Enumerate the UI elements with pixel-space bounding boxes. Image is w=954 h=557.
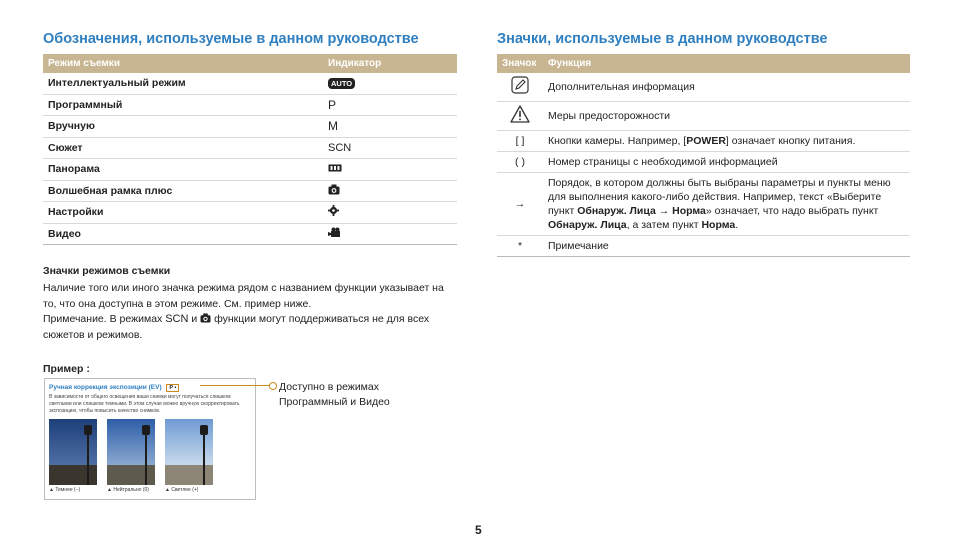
magic-frame-icon [328,184,340,195]
function-text: Порядок, в котором должны быть выбраны параметры и пункты меню для выполнения какого-либо действия. Например, текст «Выберите пункт Обнаруж. Лица → Норма» означает, что надо выбрать пункт Обнаруж. Лица, а затем пункт Норма. [543,173,910,236]
table-row [43,94,457,116]
caption-neutral: ▲ Нейтрально (0) [107,487,149,493]
table-row [497,131,910,152]
mode-name: Панорама [43,159,323,181]
callout-dot [269,382,277,390]
col-header-function: Функция [543,54,910,73]
example-photo-bright [165,419,213,485]
table-row [497,152,910,173]
example-photo-dark [49,419,97,485]
example-photo-neutral [107,419,155,485]
table-row [497,173,910,236]
note-icon [511,76,529,94]
caption-dark: ▲ Темнее (–) [49,487,81,493]
table-row [497,236,910,257]
example-header: Ручная коррекция экспозиции (EV) P ▪ [49,384,179,392]
col-header-icon: Значок [497,54,543,73]
mode-name: Интеллектуальный режим [43,73,323,94]
table-row [43,73,457,94]
example-title: Пример : [43,363,90,375]
parentheses-symbol: ( ) [497,152,543,173]
table-row [43,180,457,202]
right-column [497,30,910,257]
callout-line [200,385,272,386]
page-number: 5 [475,523,482,537]
section-title-icons: Значки, используемые в данном руководстве [497,31,828,47]
mode-name: Программный [43,94,323,116]
function-text: Примечание [543,236,910,257]
function-text: Кнопки камеры. Например, [POWER] означает кнопку питания. [543,131,910,152]
magic-frame-icon [200,313,211,323]
scene-icon: SCN [165,313,189,325]
mode-name: Волшебная рамка плюс [43,180,323,202]
asterisk-symbol: * [497,236,543,257]
function-text: Меры предосторожности [543,102,910,131]
modes-section-text: Наличие того или иного значка режима рядом с названием функции указывает на то, что она доступна в этом режиме. См. пример ниже. [43,282,444,310]
table-row [497,73,910,102]
table-row [43,202,457,224]
arrow-symbol: → [497,173,543,236]
mode-name: Видео [43,223,323,245]
scene-icon: SCN [328,141,352,154]
example-figure [44,378,256,500]
mode-tag: P ▪ [166,384,179,392]
modes-section-title: Значки режимов съемки [43,265,171,277]
table-row [43,116,457,138]
function-text: Дополнительная информация [543,73,910,102]
col-header-indicator: Индикатор [323,54,457,73]
brackets-symbol: [ ] [497,131,543,152]
col-header-mode: Режим съемки [43,54,323,73]
mode-name: Вручную [43,116,323,138]
table-row [497,102,910,131]
function-text: Номер страницы с необходимой информацией [543,152,910,173]
video-icon [328,227,343,238]
left-column [43,30,457,375]
table-row [43,137,457,159]
icons-table [497,54,910,257]
panorama-icon [328,163,342,173]
table-row [43,223,457,245]
program-icon: P [328,97,337,112]
modes-table [43,54,457,245]
modes-section-body [43,281,457,343]
section-title-notations: Обозначения, используемые в данном руководстве [43,31,419,47]
caption-bright: ▲ Светлее (+) [165,487,199,493]
mode-name: Сюжет [43,137,323,159]
settings-icon [328,205,339,216]
callout-text: Доступно в режимах Программный и Видео [279,381,390,408]
auto-badge-icon: AUTO [328,78,355,89]
table-row [43,159,457,181]
mode-name: Настройки [43,202,323,224]
modes-section-note: Примечание. В режимах SCN и функции могут поддерживаться не для всех сюжетов и режимов. [43,313,430,341]
example-text: В зависимости от общего освещения ваши снимки могут получаться слишком светлыми или слишком темными. В этом случае можно вручную скорректировать экспозицию, чтобы повысить качество снимков. [49,394,240,414]
warning-icon [510,105,530,123]
manual-icon: M [328,119,338,134]
